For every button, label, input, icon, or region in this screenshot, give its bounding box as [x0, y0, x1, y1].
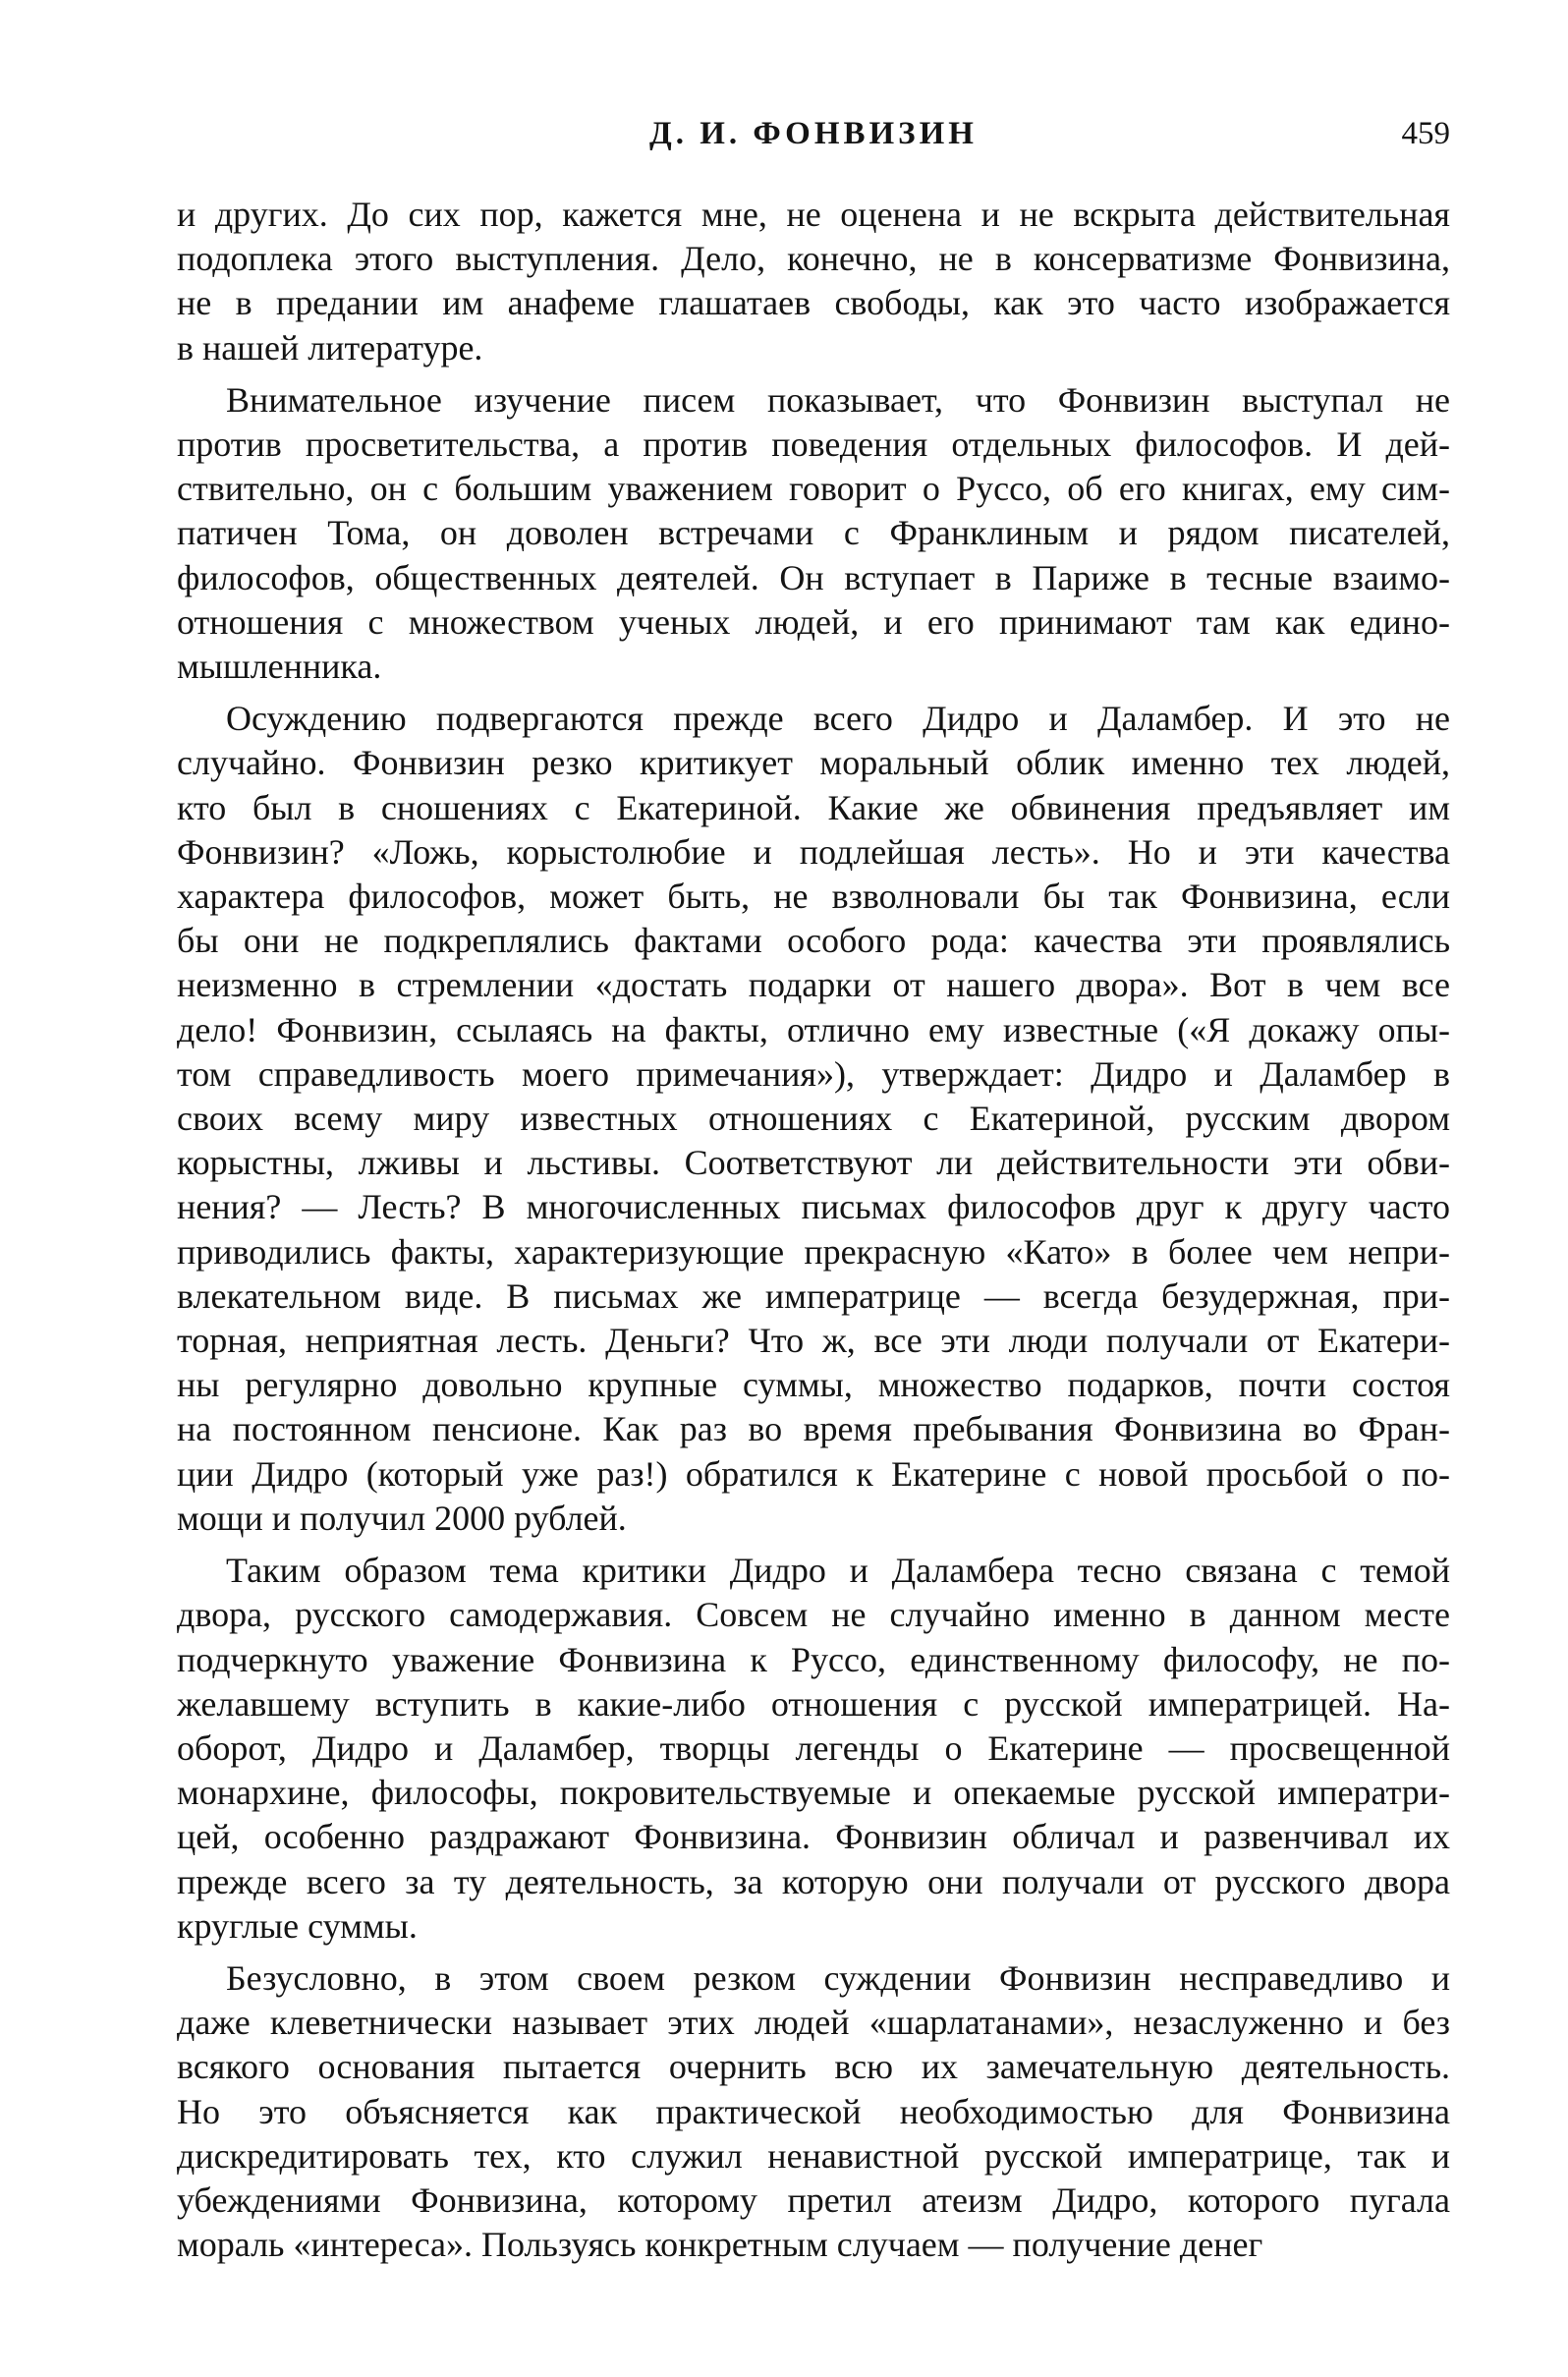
text-line: не в предании им анафеме глашатаев свободы, как это часто изображается	[177, 283, 1450, 323]
text-line: ны регулярно довольно крупные суммы, множество подарков, почти состоя	[177, 1365, 1450, 1405]
text-line: патичен Тома, он доволен встречами с Франклиным и рядом писателей,	[177, 513, 1450, 553]
text-line: ции Дидро (который уже раз!) обратился к Екатерине с новой просьбой о по-	[177, 1453, 1450, 1494]
paragraph	[177, 1549, 1450, 1949]
running-title: Д. И. ФОНВИЗИН	[649, 116, 978, 151]
text-line: дело! Фонвизин, ссылаясь на факты, отлично ему известные («Я докажу опы-	[177, 1009, 1450, 1049]
text-line: убеждениями Фонвизина, которому претил атеизм Дидро, которого пугала	[177, 2179, 1450, 2220]
text-line: приводились факты, характеризующие прекрасную «Като» в более чем непри-	[177, 1231, 1450, 1272]
text-line: желавшему вступить в какие-либо отношения с русской императрицей. На-	[177, 1683, 1450, 1724]
text-line: монархине, философы, покровительствуемые и опекаемые русской императри-	[177, 1773, 1450, 1813]
text-line: Фонвизин? «Ложь, корыстолюбие и подлейшая лесть». Но и эти качества	[177, 831, 1450, 872]
text-line: том справедливость моего примечания»), утверждает: Дидро и Даламбер в	[177, 1053, 1450, 1094]
text-line: мощи и получил 2000 рублей.	[177, 1498, 627, 1538]
text-line: неизменно в стремлении «достать подарки от нашего двора». Вот в чем все	[177, 965, 1450, 1005]
text-line: своих всему миру известных отношениях с Екатериной, русским двором	[177, 1099, 1450, 1139]
text-line: кто был в сношениях с Екатериной. Какие же обвинения предъявляет им	[177, 787, 1450, 827]
text-line: и других. До сих пор, кажется мне, не оценена и не вскрыта действительная	[177, 195, 1450, 234]
text-line: мышленника.	[177, 647, 382, 687]
text-line: нения? — Лесть? В многочисленных письмах философов друг к другу часто	[177, 1187, 1450, 1227]
text-line: Но это объясняется как практической необходимостью для Фонвизина	[177, 2091, 1450, 2131]
text-line: торная, неприятная лесть. Деньги? Что ж, все эти люди получали от Екатери-	[177, 1321, 1450, 1361]
text-line: дискредитировать тех, кто служил ненавистной русской императрице, так и	[177, 2135, 1450, 2176]
text-line: цей, особенно раздражают Фонвизина. Фонвизин обличал и развенчивал их	[177, 1817, 1450, 1857]
text-line: круглые суммы.	[177, 1905, 418, 1946]
text-line: Безусловно, в этом своем резком суждении Фонвизин несправедливо и	[226, 1957, 1450, 1998]
text-line: характера философов, может быть, не взволновали бы так Фонвизина, если	[177, 877, 1450, 917]
text-line: прежде всего за ту деятельность, за которую они получали от русского двора	[177, 1861, 1450, 1901]
page-number: 459	[1401, 116, 1450, 151]
running-head	[177, 110, 1450, 157]
text-line: на постоянном пенсионе. Как раз во время пребывания Фонвизина во Фран-	[177, 1409, 1450, 1449]
paragraph	[177, 378, 1450, 689]
text-line: Осуждению подвергаются прежде всего Дидро и Даламбер. И это не	[226, 699, 1450, 739]
body-text	[177, 193, 1450, 2275]
text-line: подчеркнуто уважение Фонвизина к Руссо, единственному философу, не по-	[177, 1639, 1450, 1679]
text-line: двора, русского самодержавия. Совсем не случайно именно в данном месте	[177, 1595, 1450, 1635]
paragraph	[177, 193, 1450, 370]
text-line: случайно. Фонвизин резко критикует моральный облик именно тех людей,	[177, 743, 1450, 783]
text-line: философов, общественных деятелей. Он вступает в Париже в тесные взаимо-	[177, 557, 1450, 597]
text-line: всякого основания пытается очернить всю их замечательную деятельность.	[177, 2047, 1450, 2087]
text-line: влекательном виде. В письмах же императрице — всегда безудержная, при-	[177, 1275, 1450, 1316]
text-line: мораль «интереса». Пользуясь конкретным случаем — получение денег	[177, 2225, 1263, 2265]
text-line: Внимательное изучение писем показывает, что Фонвизин выступал не	[226, 379, 1450, 420]
paragraph	[177, 697, 1450, 1541]
text-line: оборот, Дидро и Даламбер, творцы легенды о Екатерине — просвещенной	[177, 1727, 1450, 1768]
text-line: даже клеветнически называет этих людей «шарлатанами», незаслуженно и без	[177, 2003, 1450, 2043]
text-line: подоплека этого выступления. Дело, конечно, не в консерватизме Фонвизина,	[177, 239, 1450, 279]
text-line: Таким образом тема критики Дидро и Даламбера тесно связана с темой	[226, 1551, 1450, 1591]
text-line: ствительно, он с большим уважением говорит о Руссо, об его книгах, ему сим-	[177, 469, 1450, 509]
text-line: бы они не подкреплялись фактами особого рода: качества эти проявлялись	[177, 921, 1450, 961]
text-line: в нашей литературе.	[177, 327, 483, 368]
text-line: отношения с множеством ученых людей, и его принимают там как едино-	[177, 601, 1450, 642]
text-line: против просветительства, а против поведения отдельных философов. И дей-	[177, 424, 1450, 465]
paragraph	[177, 1956, 1450, 2267]
text-line: корыстны, лживы и льстивы. Соответствуют ли действительности эти обви-	[177, 1143, 1450, 1183]
